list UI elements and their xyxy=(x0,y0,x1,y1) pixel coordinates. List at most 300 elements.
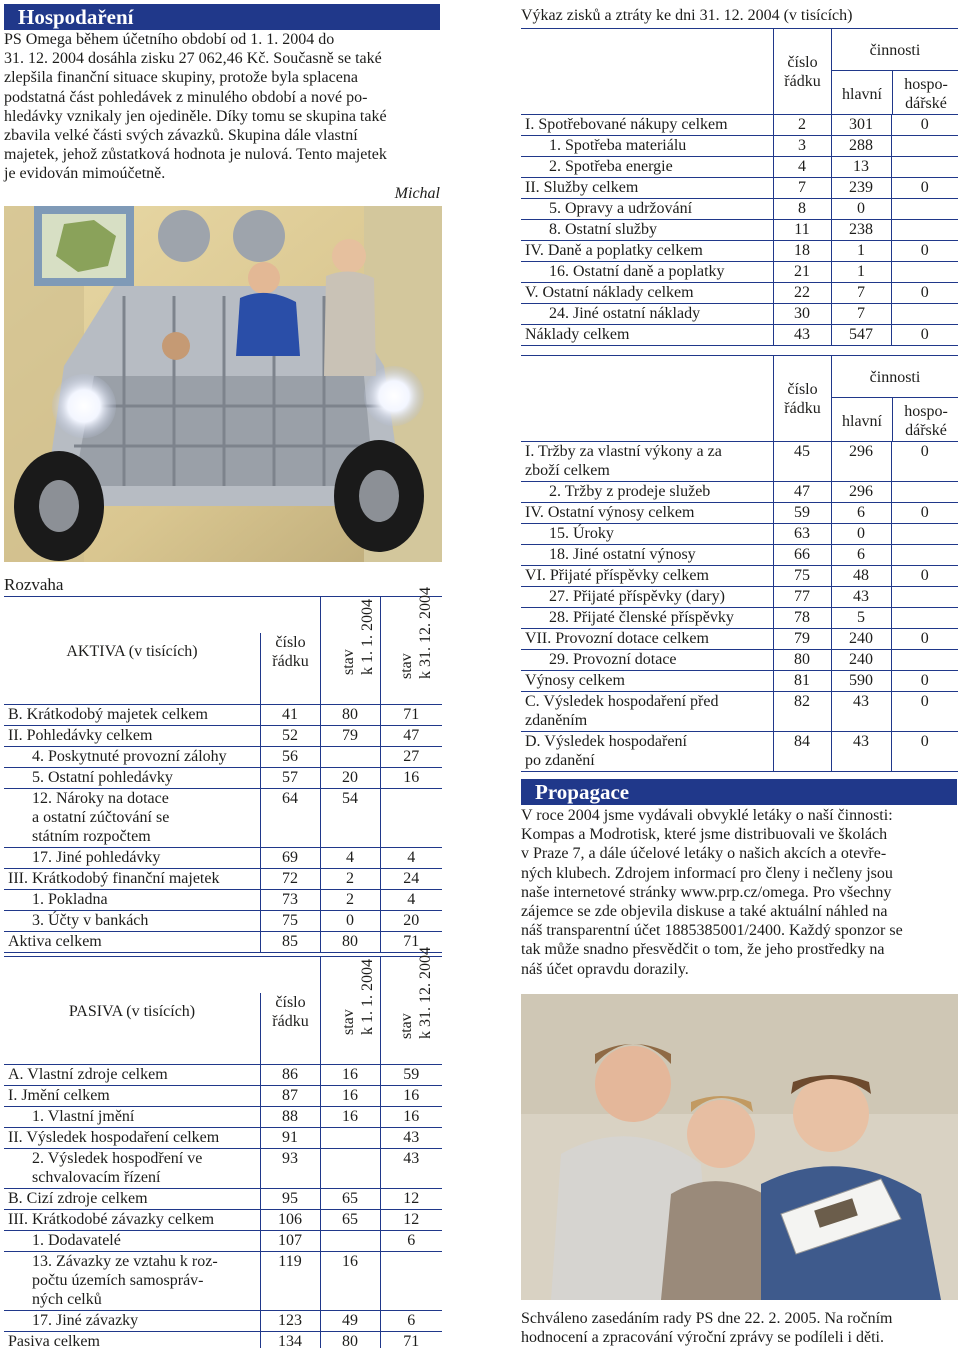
text-line: hledávky vznikaly jen ojediněle. Díky tomu se skupina také xyxy=(4,107,387,125)
approval-note xyxy=(521,1309,958,1347)
row-label xyxy=(521,629,773,650)
aktiva-stav1-header xyxy=(320,597,380,705)
value-a: 16 xyxy=(320,1252,380,1311)
row-number: 77 xyxy=(773,587,831,608)
value-b: 0 xyxy=(891,732,958,772)
value-a: 4 xyxy=(320,848,380,869)
value-b xyxy=(891,199,958,220)
row-number: 56 xyxy=(260,747,320,768)
value-b: 16 xyxy=(380,1086,442,1107)
row-label-line: IV. Ostatní výnosy celkem xyxy=(525,504,695,521)
row-label-line: 5. Ostatní pohledávky xyxy=(32,769,173,786)
value-b: 47 xyxy=(380,726,442,747)
pasiva-title: PASIVA (v tisících) xyxy=(68,1003,196,1020)
value-a xyxy=(320,747,380,768)
row-label xyxy=(4,1252,260,1311)
value-b: 20 xyxy=(380,911,442,932)
row-label xyxy=(521,650,773,671)
value-a: 49 xyxy=(320,1311,380,1332)
row-label-line: 12. Nároky na dotace xyxy=(32,790,169,807)
pasiva-stav2-header xyxy=(380,947,442,1065)
value-b: 71 xyxy=(380,1332,442,1348)
header-line: k 1. 1. 2004 xyxy=(359,959,376,1035)
row-number: 84 xyxy=(773,732,831,772)
value-b: 0 xyxy=(891,566,958,587)
header-line: stav xyxy=(398,1013,415,1039)
value-b: 24 xyxy=(380,869,442,890)
naklady-hlavni-header: hlavní xyxy=(842,86,882,103)
row-label xyxy=(521,325,773,346)
aktiva-header xyxy=(4,587,442,704)
row-label xyxy=(521,566,773,587)
value-a: 296 xyxy=(831,482,891,503)
row-number: 93 xyxy=(260,1149,320,1189)
value-b xyxy=(891,482,958,503)
table-row xyxy=(4,747,442,768)
header-line: dářské xyxy=(905,95,947,112)
row-label-line: 1. Vlastní jmění xyxy=(32,1108,135,1125)
value-b: 0 xyxy=(891,442,958,482)
row-label xyxy=(521,304,773,325)
text-line: zájemce se zde objevila diskuse a také aktuální náhled na xyxy=(521,903,888,921)
table-row xyxy=(4,1252,442,1311)
header-line: řádku xyxy=(784,73,821,90)
table-row xyxy=(4,911,442,932)
row-label xyxy=(521,608,773,629)
table-row xyxy=(4,1086,442,1107)
row-label-line: Výnosy celkem xyxy=(525,672,625,689)
table-row xyxy=(4,726,442,747)
vynosy-hosp-header xyxy=(892,398,959,442)
row-number: 8 xyxy=(773,199,831,220)
row-number: 52 xyxy=(260,726,320,747)
row-number: 107 xyxy=(260,1231,320,1252)
pasiva-cislo-header xyxy=(260,993,320,1065)
text-line: náš transparentní účet 1885385001/2400. Každý sponzor se xyxy=(521,922,903,940)
value-b: 27 xyxy=(380,747,442,768)
value-a: 13 xyxy=(831,157,891,178)
row-label xyxy=(521,220,773,241)
value-a: 547 xyxy=(831,325,891,346)
row-label-line: II. Služby celkem xyxy=(525,179,639,196)
row-label-line: 2. Tržby z prodeje služeb xyxy=(549,483,711,500)
header-line: k 1. 1. 2004 xyxy=(359,599,376,675)
vykaz-title: Výkaz zisků a ztráty ke dni 31. 12. 2004 (v tisících) xyxy=(521,7,853,24)
text-line: v Praze 7, a dále účelové letáky o našich akcích a otevře- xyxy=(521,845,887,863)
value-b: 6 xyxy=(380,1311,442,1332)
section-heading-hospodareni: Hospodaření xyxy=(4,4,440,30)
value-a: 43 xyxy=(831,587,891,608)
text-line: zlepšila finanční situace skupiny, protože byla splacena xyxy=(4,69,358,87)
header-line: stav xyxy=(398,653,415,679)
row-label xyxy=(4,869,260,890)
table-row xyxy=(4,1149,442,1189)
pasiva-stav1-header xyxy=(320,957,380,1065)
row-label xyxy=(521,262,773,283)
header-line: číslo xyxy=(275,994,306,1011)
value-b: 0 xyxy=(891,671,958,692)
table-row xyxy=(521,503,958,524)
text-line: 31. 12. 2004 dosáhla zisku 27 062,46 Kč. Současně se také xyxy=(4,50,382,68)
row-number: 86 xyxy=(260,1065,320,1086)
value-b xyxy=(891,650,958,671)
row-number: 21 xyxy=(773,262,831,283)
value-b xyxy=(891,262,958,283)
value-a: 240 xyxy=(831,629,891,650)
header-line: dářské xyxy=(905,422,947,439)
header-line: řádku xyxy=(784,400,821,417)
value-a: 7 xyxy=(831,304,891,325)
table-row xyxy=(4,1128,442,1149)
row-number: 95 xyxy=(260,1189,320,1210)
row-label-line: 29. Provozní dotace xyxy=(549,651,677,668)
value-b: 0 xyxy=(891,283,958,304)
row-label-line: 24. Jiné ostatní náklady xyxy=(549,305,701,322)
row-number: 30 xyxy=(773,304,831,325)
value-a: 2 xyxy=(320,869,380,890)
row-label-line: 18. Jiné ostatní výnosy xyxy=(549,546,696,563)
table-row xyxy=(4,1189,442,1210)
row-label-line: VII. Provozní dotace celkem xyxy=(525,630,709,647)
row-number: 85 xyxy=(260,932,320,953)
row-number: 88 xyxy=(260,1107,320,1128)
row-number: 119 xyxy=(260,1252,320,1311)
row-label-line: 8. Ostatní služby xyxy=(549,221,657,238)
row-label-line: státním rozpočtem xyxy=(32,828,151,845)
row-number: 73 xyxy=(260,890,320,911)
table-row xyxy=(521,608,958,629)
table-row xyxy=(521,178,958,199)
row-number: 66 xyxy=(773,545,831,566)
table-row xyxy=(521,283,958,304)
header-line: stav xyxy=(340,1009,357,1035)
table-row xyxy=(4,1210,442,1231)
row-label xyxy=(521,545,773,566)
row-label-line: ných celků xyxy=(32,1291,102,1308)
row-label-line: 1. Spotřeba materiálu xyxy=(549,137,687,154)
naklady-table xyxy=(521,28,958,346)
row-number: 2 xyxy=(773,115,831,136)
row-number: 78 xyxy=(773,608,831,629)
vynosy-hlavni-header: hlavní xyxy=(842,413,882,430)
row-number: 47 xyxy=(773,482,831,503)
row-label-line: C. Výsledek hospodaření před xyxy=(525,693,719,710)
value-a: 0 xyxy=(831,199,891,220)
row-number: 134 xyxy=(260,1332,320,1348)
table-row xyxy=(521,442,958,482)
row-label-line: 2. Spotřeba energie xyxy=(549,158,673,175)
header-line: číslo xyxy=(787,381,818,398)
table-row xyxy=(521,545,958,566)
row-label-line: IV. Daně a poplatky celkem xyxy=(525,242,703,259)
row-label xyxy=(521,283,773,304)
propagace-text xyxy=(521,806,958,979)
row-number: 45 xyxy=(773,442,831,482)
value-a: 1 xyxy=(831,262,891,283)
row-label-line: Aktiva celkem xyxy=(8,933,102,950)
value-b: 12 xyxy=(380,1210,442,1231)
header-line: činnosti xyxy=(832,29,958,71)
value-b: 0 xyxy=(891,241,958,262)
value-b: 16 xyxy=(380,1107,442,1128)
row-label-line: 13. Závazky ze vztahu k roz- xyxy=(32,1253,218,1270)
value-b xyxy=(891,304,958,325)
value-b xyxy=(380,789,442,848)
table-row xyxy=(521,732,958,772)
row-label-line: 27. Přijaté příspěvky (dary) xyxy=(549,588,725,605)
row-label xyxy=(4,1311,260,1332)
row-label-line: B. Krátkodobý majetek celkem xyxy=(8,706,208,723)
table-row xyxy=(4,789,442,848)
row-number: 4 xyxy=(773,157,831,178)
pasiva-table xyxy=(4,947,442,1348)
text-line: je evidován mimoúčetně. xyxy=(4,165,166,183)
hospodareni-text xyxy=(4,30,442,184)
row-label-line: počtu územích samospráv- xyxy=(32,1272,204,1289)
aktiva-title: AKTIVA (v tisících) xyxy=(66,643,198,660)
row-label xyxy=(4,1210,260,1231)
value-b xyxy=(891,587,958,608)
text-line: PS Omega během účetního období od 1. 1. 2004 do xyxy=(4,31,335,48)
value-b: 16 xyxy=(380,768,442,789)
value-b xyxy=(891,524,958,545)
row-label-line: 3. Účty v bankách xyxy=(32,912,149,929)
row-label-line: 2. Výsledek hospodření ve xyxy=(32,1150,203,1167)
value-b: 43 xyxy=(380,1128,442,1149)
row-label-line: 5. Opravy a udržování xyxy=(549,200,693,217)
row-label-line: D. Výsledek hospodaření xyxy=(525,733,687,750)
aktiva-stav2-header xyxy=(380,587,442,705)
table-row xyxy=(521,136,958,157)
row-label-line: 16. Ostatní daně a poplatky xyxy=(549,263,725,280)
value-a: 0 xyxy=(831,524,891,545)
vynosy-cislo-header xyxy=(773,356,831,442)
value-b xyxy=(891,220,958,241)
row-number: 79 xyxy=(773,629,831,650)
table-row xyxy=(521,587,958,608)
row-number: 43 xyxy=(773,325,831,346)
aktiva-cislo-header xyxy=(260,633,320,705)
row-label xyxy=(4,1149,260,1189)
row-number: 63 xyxy=(773,524,831,545)
text-line: ných klubech. Zdrojem informací pro členy i nečleny jsou xyxy=(521,864,893,882)
row-label-line: a ostatní zúčtování se xyxy=(32,809,170,826)
row-number: 41 xyxy=(260,705,320,726)
header-line: stav xyxy=(340,649,357,675)
header-line: činnosti xyxy=(832,356,958,398)
row-label-line: zdaněním xyxy=(525,712,588,729)
value-b: 71 xyxy=(380,705,442,726)
row-label-line: 17. Jiné závazky xyxy=(32,1312,139,1329)
value-b: 0 xyxy=(891,178,958,199)
row-number: 59 xyxy=(773,503,831,524)
value-b: 43 xyxy=(380,1149,442,1189)
row-label-line: I. Jmění celkem xyxy=(8,1087,110,1104)
value-a: 7 xyxy=(831,283,891,304)
value-a xyxy=(320,1149,380,1189)
value-b: 0 xyxy=(891,325,958,346)
text-line: majetek, jehož zůstatková hodnota je nulová. Tento majetek xyxy=(4,146,387,164)
value-a: 16 xyxy=(320,1086,380,1107)
vynosy-table xyxy=(521,355,958,772)
row-number: 91 xyxy=(260,1128,320,1149)
row-number: 81 xyxy=(773,671,831,692)
pasiva-rows xyxy=(4,1064,442,1348)
value-a: 43 xyxy=(831,692,891,732)
pasiva-header xyxy=(4,947,442,1064)
row-number: 87 xyxy=(260,1086,320,1107)
row-label xyxy=(4,1128,260,1149)
row-label xyxy=(4,1189,260,1210)
row-label xyxy=(521,136,773,157)
row-label xyxy=(521,524,773,545)
row-number: 11 xyxy=(773,220,831,241)
aktiva-table xyxy=(4,587,442,953)
row-label xyxy=(4,789,260,848)
row-number: 7 xyxy=(773,178,831,199)
value-a: 239 xyxy=(831,178,891,199)
row-label xyxy=(521,241,773,262)
row-label xyxy=(4,705,260,726)
vynosy-rows xyxy=(521,441,958,772)
table-row xyxy=(521,199,958,220)
kids-photo-image xyxy=(521,994,958,1300)
text-line: naše internetové stránky www.prp.cz/omega. Pro všechny xyxy=(521,883,892,901)
table-row xyxy=(521,325,958,346)
row-number: 123 xyxy=(260,1311,320,1332)
value-a: 79 xyxy=(320,726,380,747)
value-a: 65 xyxy=(320,1189,380,1210)
row-label xyxy=(4,768,260,789)
value-a xyxy=(320,1128,380,1149)
table-row xyxy=(521,566,958,587)
row-label xyxy=(521,157,773,178)
row-label xyxy=(4,890,260,911)
row-label xyxy=(4,1332,260,1348)
exhibit-photo xyxy=(4,206,442,562)
table-row xyxy=(4,1311,442,1332)
row-number: 75 xyxy=(260,911,320,932)
row-label-line: 4. Poskytnuté provozní zálohy xyxy=(32,748,227,765)
value-b: 12 xyxy=(380,1189,442,1210)
table-row xyxy=(4,932,442,953)
row-label xyxy=(521,671,773,692)
text-line: hodnocení a zpracování výroční zprávy se podíleli i děti. xyxy=(521,1329,884,1347)
table-row xyxy=(521,157,958,178)
table-row xyxy=(4,869,442,890)
header-line: hospo- xyxy=(904,76,948,93)
value-b: 0 xyxy=(891,503,958,524)
table-row xyxy=(4,1107,442,1128)
table-row xyxy=(521,241,958,262)
row-label-line: III. Krátkodobé závazky celkem xyxy=(8,1211,215,1228)
vynosy-cinnosti-header xyxy=(831,356,958,442)
value-a: 65 xyxy=(320,1210,380,1231)
row-label xyxy=(4,747,260,768)
value-a: 288 xyxy=(831,136,891,157)
value-a: 80 xyxy=(320,705,380,726)
value-a xyxy=(320,1231,380,1252)
header-line: řádku xyxy=(272,1013,309,1030)
row-label-line: 28. Přijaté členské příspěvky xyxy=(549,609,734,626)
table-row xyxy=(521,671,958,692)
value-b: 4 xyxy=(380,890,442,911)
row-number: 75 xyxy=(773,566,831,587)
row-number: 106 xyxy=(260,1210,320,1231)
row-label-line: Pasiva celkem xyxy=(8,1333,100,1348)
text-line: Kompas a Modrotisk, které jsme distribuovali ve školách xyxy=(521,826,888,844)
table-row xyxy=(521,220,958,241)
header-line: k 31. 12. 2004 xyxy=(417,947,434,1039)
row-number: 22 xyxy=(773,283,831,304)
value-a: 240 xyxy=(831,650,891,671)
row-number: 69 xyxy=(260,848,320,869)
row-label xyxy=(4,1065,260,1086)
row-label-line: II. Výsledek hospodaření celkem xyxy=(8,1129,220,1146)
row-label-line: Náklady celkem xyxy=(525,326,630,343)
text-line: podstatná část pohledávek z minulého období a nové po- xyxy=(4,88,368,106)
naklady-header xyxy=(521,28,958,114)
row-number: 3 xyxy=(773,136,831,157)
value-a: 590 xyxy=(831,671,891,692)
row-label-line: zboží celkem xyxy=(525,462,610,479)
value-b xyxy=(380,1252,442,1311)
row-label-line: po zdanění xyxy=(525,752,595,769)
value-a: 16 xyxy=(320,1107,380,1128)
value-a: 0 xyxy=(320,911,380,932)
row-label xyxy=(4,1086,260,1107)
row-label xyxy=(4,911,260,932)
header-line: číslo xyxy=(787,54,818,71)
text-line: náš účet opravdu dorazily. xyxy=(521,960,689,978)
row-label xyxy=(521,482,773,503)
table-row xyxy=(521,262,958,283)
row-label xyxy=(4,1231,260,1252)
value-a: 296 xyxy=(831,442,891,482)
header-line: řádku xyxy=(272,653,309,670)
aktiva-rows xyxy=(4,704,442,953)
table-row xyxy=(4,890,442,911)
row-label xyxy=(521,692,773,732)
row-label-line: V. Ostatní náklady celkem xyxy=(525,284,694,301)
value-b: 0 xyxy=(891,629,958,650)
row-label xyxy=(521,732,773,772)
table-row xyxy=(521,524,958,545)
value-a: 6 xyxy=(831,503,891,524)
text-line: Schváleno zasedáním rady PS dne 22. 2. 2005. Na ročním xyxy=(521,1310,893,1327)
value-b: 71 xyxy=(380,932,442,953)
row-label-line: 1. Pokladna xyxy=(32,891,108,908)
value-a: 2 xyxy=(320,890,380,911)
row-label-line: A. Vlastní zdroje celkem xyxy=(8,1066,168,1083)
value-a: 1 xyxy=(831,241,891,262)
value-b: 0 xyxy=(891,115,958,136)
row-label xyxy=(4,848,260,869)
value-a: 301 xyxy=(831,115,891,136)
row-label xyxy=(4,1107,260,1128)
value-a: 43 xyxy=(831,732,891,772)
row-number: 72 xyxy=(260,869,320,890)
row-label xyxy=(521,442,773,482)
naklady-hosp-header xyxy=(892,71,959,115)
text-line: tak může snadno přesvědčit o tom, že jeho prostředky na xyxy=(521,941,885,959)
value-b xyxy=(891,545,958,566)
value-b xyxy=(891,157,958,178)
row-label-line: VI. Přijaté příspěvky celkem xyxy=(525,567,709,584)
value-b xyxy=(891,136,958,157)
table-row xyxy=(521,304,958,325)
table-row xyxy=(521,650,958,671)
